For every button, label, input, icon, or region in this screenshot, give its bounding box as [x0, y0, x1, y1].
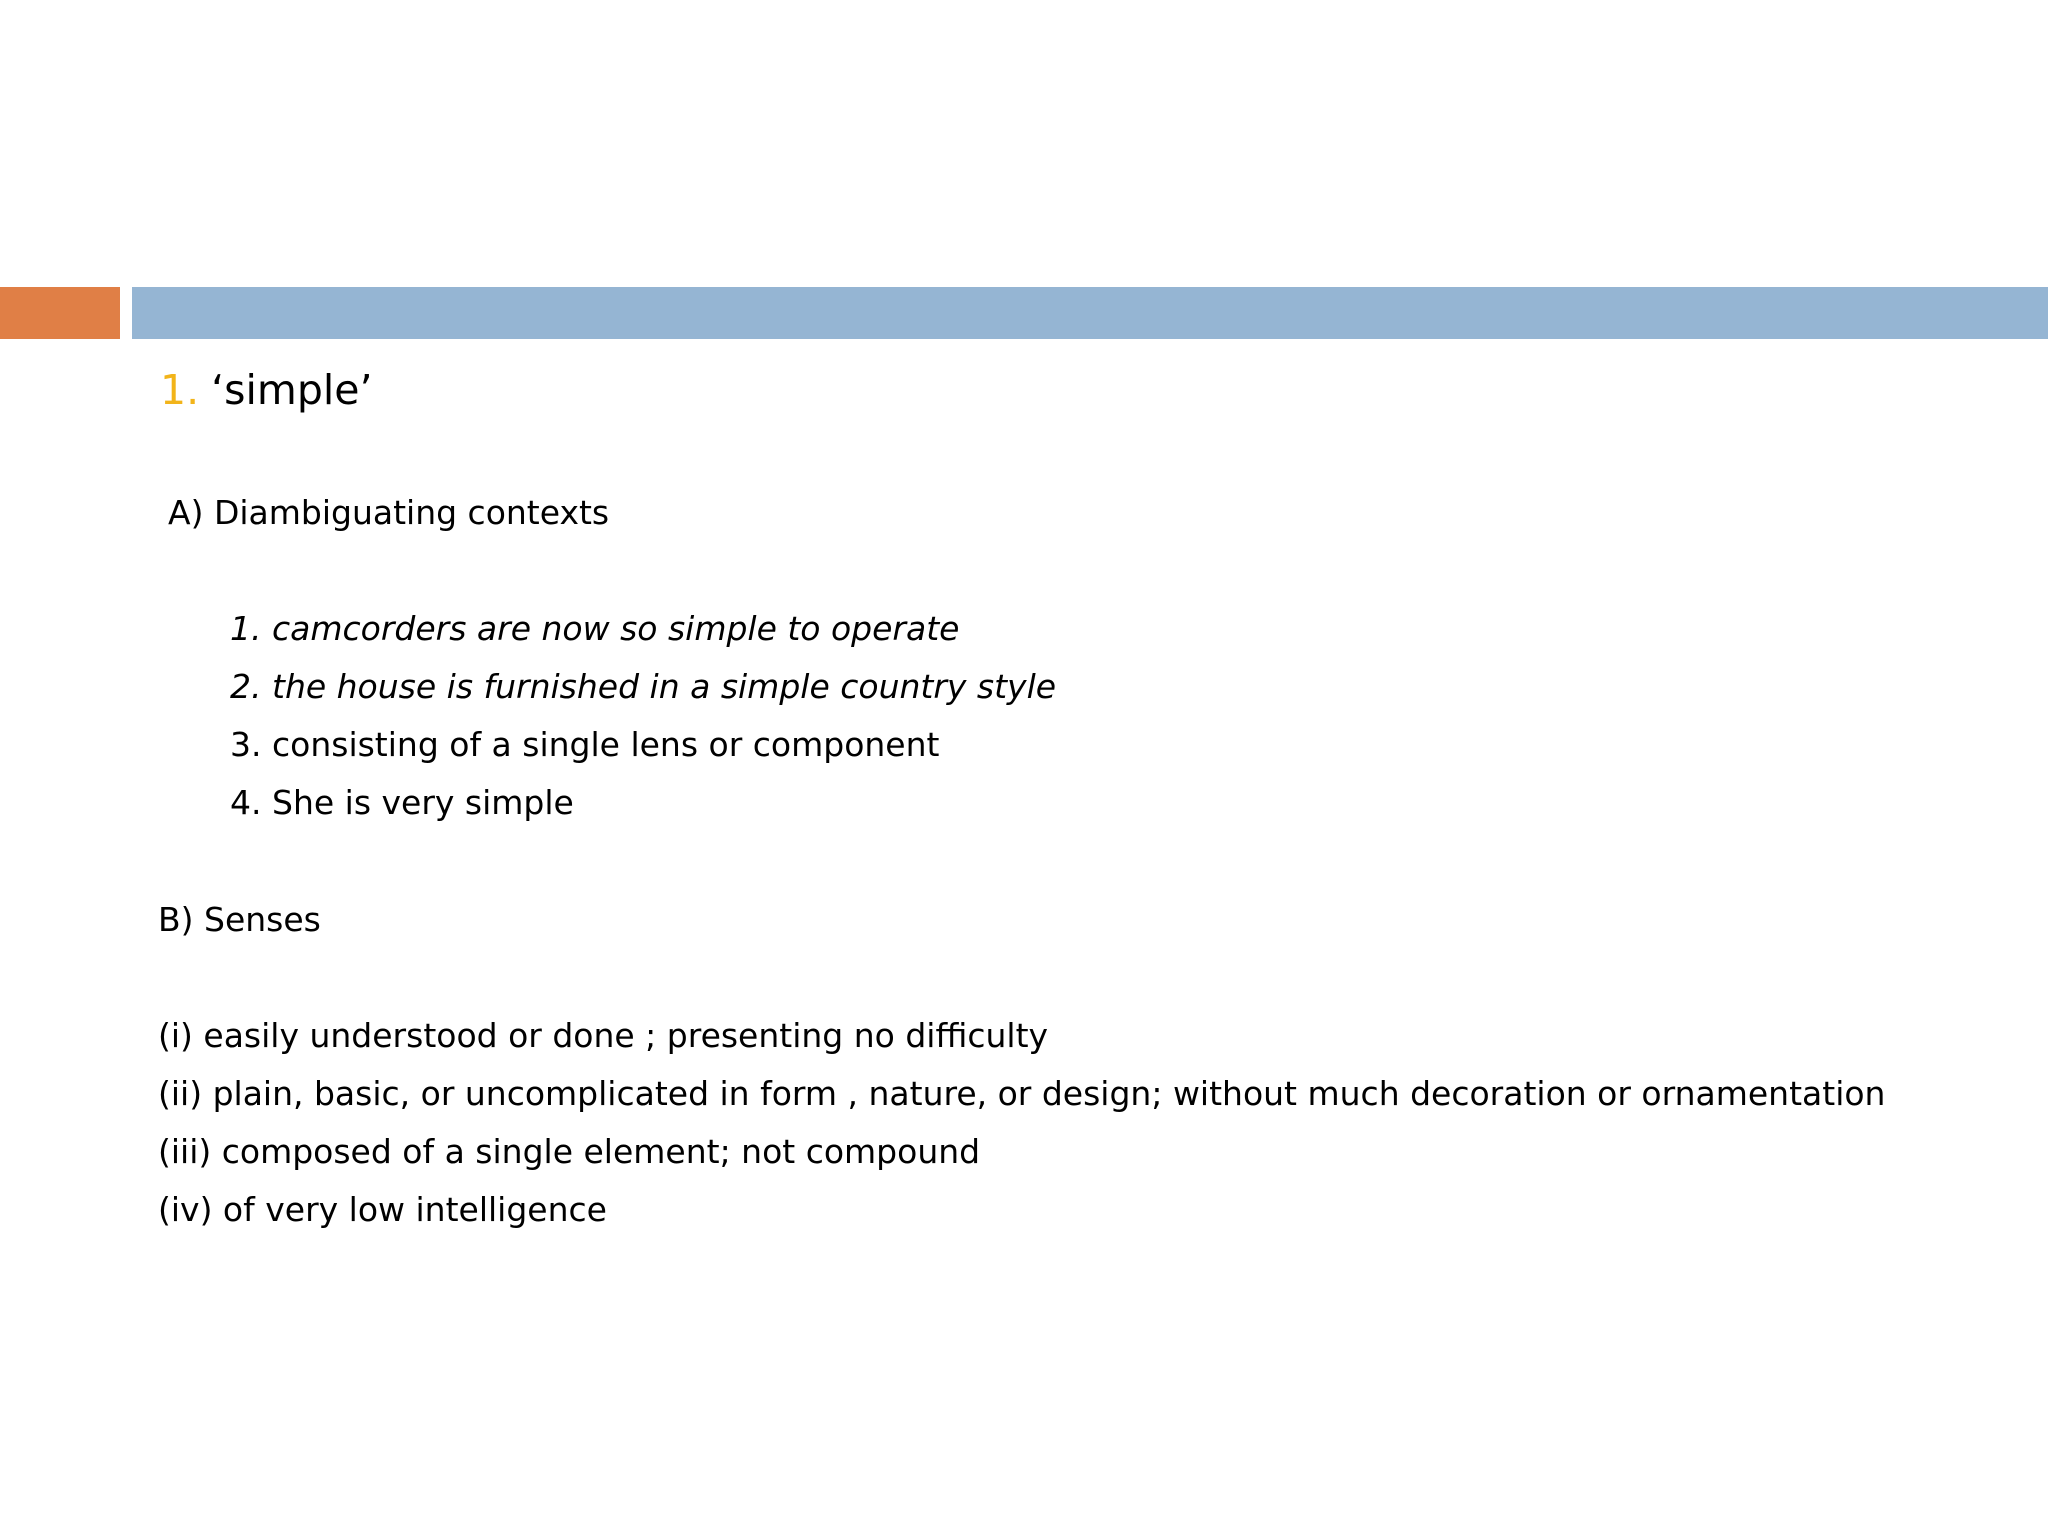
slide-title: [160, 362, 373, 418]
context-item-text: camcorders are now so simple to operate: [272, 609, 960, 648]
context-item-2: [230, 665, 1056, 709]
sense-item-2: (ii) plain, basic, or uncomplicated in form , nature, or design; without much decoration or ornamentation: [158, 1074, 1886, 1113]
slide-title-text: ‘simple’: [211, 366, 373, 414]
section-b-heading: B) Senses: [158, 900, 321, 939]
header-accent-bar-orange: [0, 287, 120, 339]
context-item-4: [230, 781, 574, 825]
header-accent-bar-blue: [132, 287, 2048, 339]
context-item-number: 3.: [230, 725, 262, 764]
context-item-3: [230, 723, 939, 767]
context-item-text: She is very simple: [272, 783, 574, 822]
context-item-number: 4.: [230, 783, 262, 822]
context-item-number: 2.: [230, 667, 262, 706]
context-item-text: consisting of a single lens or component: [272, 725, 940, 764]
sense-item-3: (iii) composed of a single element; not compound: [158, 1132, 981, 1171]
sense-item-4: (iv) of very low intelligence: [158, 1190, 607, 1229]
sense-item-1: (i) easily understood or done ; presenting no difficulty: [158, 1016, 1049, 1055]
section-a-heading: A) Diambiguating contexts: [168, 493, 610, 532]
context-item-text: the house is furnished in a simple country style: [272, 667, 1057, 706]
context-item-number: 1.: [230, 609, 262, 648]
context-item-1: [230, 607, 959, 651]
slide-title-number: 1.: [160, 366, 200, 414]
